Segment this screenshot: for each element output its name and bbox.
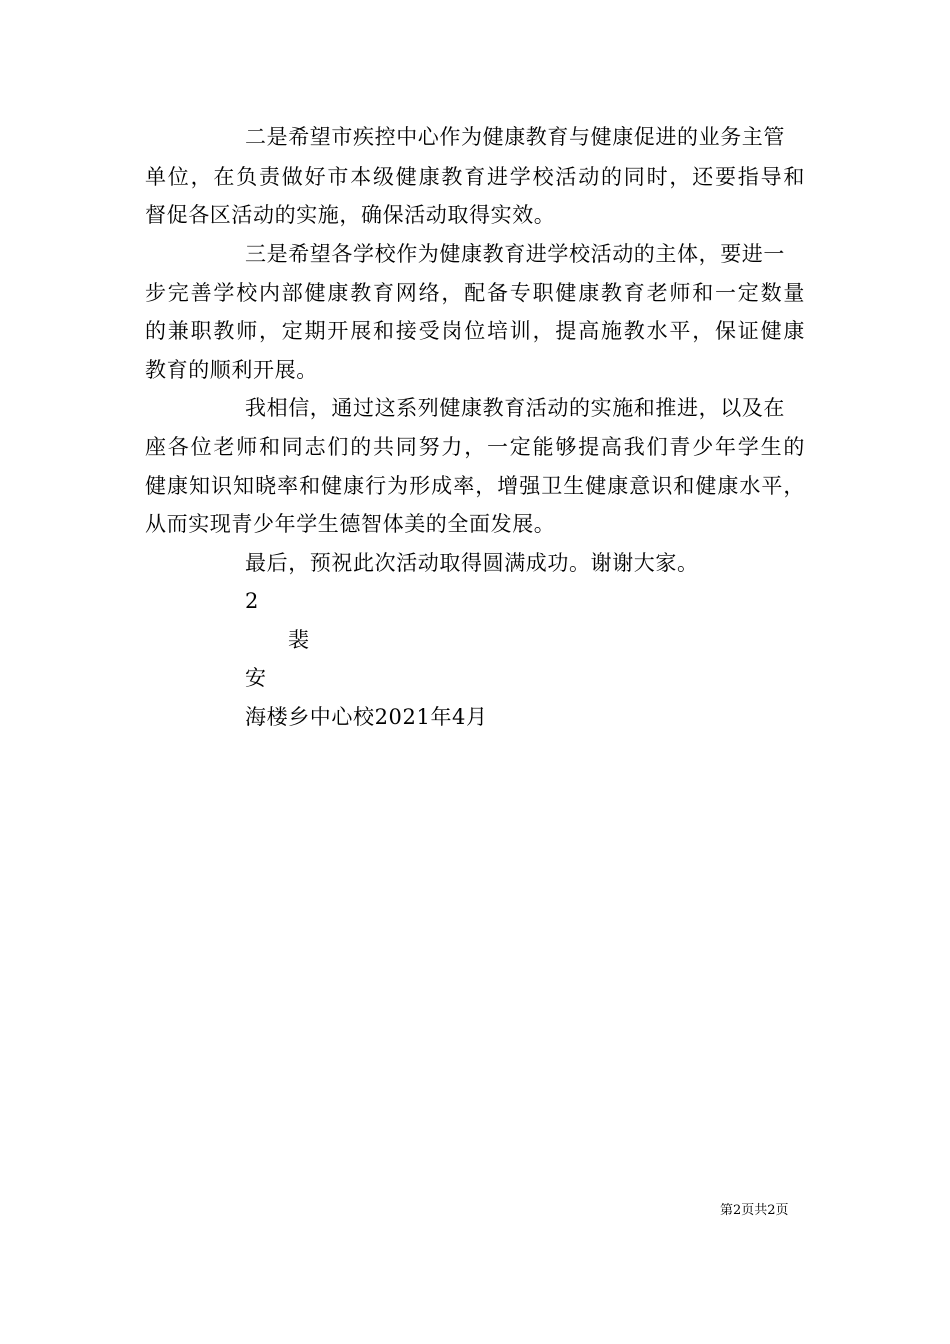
mark-character-1: 裴 — [288, 628, 310, 652]
mark-number: 2 — [245, 589, 259, 613]
paragraph-4-line-3: 健康知识知晓率和健康行为形成率，增强卫生健康意识和健康水平， — [145, 474, 805, 498]
paragraph-3-line-3: 的兼职教师，定期开展和接受岗位培训，提高施教水平，保证健康 — [145, 319, 805, 343]
paragraph-2-line-3: 督促各区活动的实施，确保活动取得实效。 — [145, 203, 556, 227]
paragraph-4-line-2: 座各位老师和同志们的共同努力，一定能够提高我们青少年学生的 — [145, 435, 805, 459]
paragraph-2-line-2: 单位，在负责做好市本级健康教育进学校活动的同时，还要指导和 — [145, 165, 805, 189]
paragraph-2-line-1: 二是希望市疾控中心作为健康教育与健康促进的业务主管 — [245, 125, 785, 149]
paragraph-3-line-4: 教育的顺利开展。 — [145, 358, 318, 382]
paragraph-4-line-1: 我相信，通过这系列健康教育活动的实施和推进，以及在 — [245, 396, 785, 420]
paragraph-3-line-2: 步完善学校内部健康教育网络，配备专职健康教育老师和一定数量 — [145, 281, 805, 305]
mark-character-2: 安 — [245, 666, 267, 690]
paragraph-3-line-1: 三是希望各学校作为健康教育进学校活动的主体，要进一 — [245, 242, 785, 266]
signature-line: 海楼乡中心校2021年4月 — [245, 705, 488, 729]
page-number-footer: 第2页共2页 — [720, 1203, 789, 1218]
paragraph-4-line-4: 从而实现青少年学生德智体美的全面发展。 — [145, 512, 556, 536]
closing-line: 最后，预祝此次活动取得圆满成功。谢谢大家。 — [245, 551, 699, 575]
